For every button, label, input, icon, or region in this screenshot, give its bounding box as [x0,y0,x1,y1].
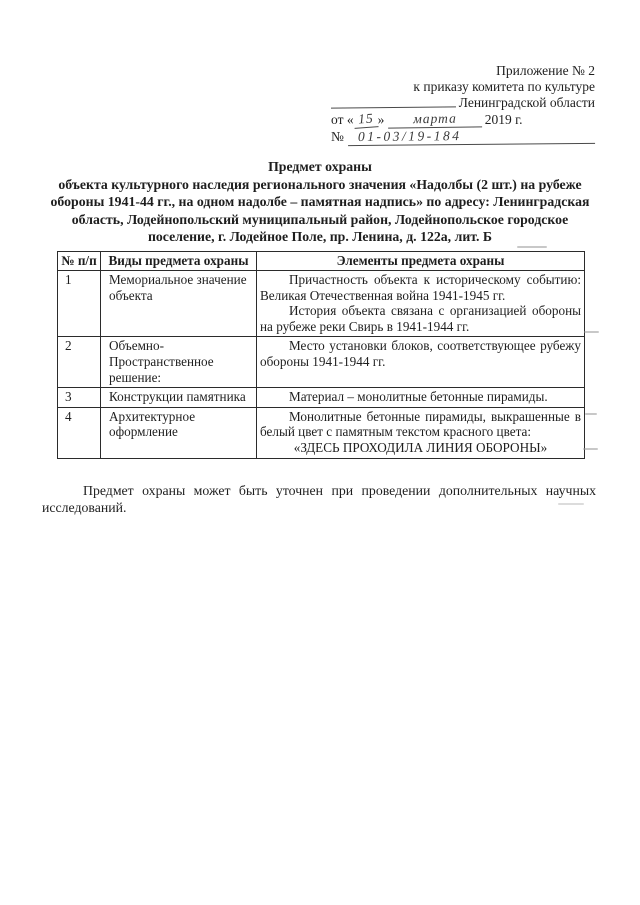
column-header-elements: Элементы предмета охраны [257,251,585,271]
row-type: Объемно-Пространственное решение: [101,337,257,388]
row-type: Архитектурное оформление [101,407,257,458]
element-paragraph: Монолитные бетонные пирамиды, выкрашенные в белый цвет с памятным текстом красного цвета: [260,408,581,440]
appendix-line: Приложение № 2 [496,63,595,78]
table-row [58,388,585,408]
title-block [0,158,640,246]
row-number: 1 [58,271,101,337]
table-header-row [58,251,585,271]
document-number-line [331,128,595,145]
scan-artifact [585,413,597,415]
element-paragraph: Место установки блоков, соответствующее рубежу обороны 1941-1944 гг. [260,338,581,370]
order-line: к приказу комитета по культуре [413,79,595,94]
table-row [58,337,585,388]
column-header-types: Виды предмета охраны [101,251,257,271]
date-prefix: от « [331,112,354,127]
document-subtitle: объекта культурного наследия регионального значения «Надолбы (2 шт.) на рубеже обороны 1941-44 гг., на одном надолбе – памятная надпись» по адресу: Ленинградская область, Лодейнопольский муниципальный район, Лодейнопольское городское поселение, г. Лодейное Поле, пр. Ленина, д. 122а, лит. Б [50,176,590,244]
row-elements [257,337,585,388]
column-header-number: № п/п [58,251,101,271]
row-type: Конструкции памятника [101,388,257,408]
scan-artifact [584,331,599,333]
row-number: 3 [58,388,101,408]
region-line [331,95,595,111]
table-row [58,271,585,337]
element-paragraph: Материал – монолитные бетонные пирамиды. [289,389,548,405]
handwritten-day: 15 [353,110,378,129]
date-close-quote: » [377,112,385,127]
row-elements [257,407,585,458]
blank-fill-line [331,106,456,108]
number-label: № [331,129,344,144]
date-year: 2019 г. [484,112,523,127]
document-title: Предмет охраны [268,159,372,174]
memorial-inscription-quote: «ЗДЕСЬ ПРОХОДИЛА ЛИНИЯ ОБОРОНЫ» [293,440,548,456]
protection-subject-table [57,251,585,459]
scan-artifact [583,448,598,450]
row-type: Мемориальное значение объекта [101,271,257,337]
row-elements [257,271,585,337]
row-number: 2 [58,337,101,388]
row-number: 4 [58,407,101,458]
handwritten-month: марта [388,110,482,128]
region-text: Ленинградской области [458,95,595,110]
date-line [331,111,595,128]
scan-artifact [517,246,547,248]
row-elements [257,388,585,408]
element-paragraph: Причастность объекта к историческому событию: Великая Отечественная война 1941-1945 гг. [260,272,581,303]
closing-paragraph: Предмет охраны может быть уточнен при проведении дополнительных научных исследований. [42,482,596,516]
table-row [58,407,585,458]
letterhead [331,63,595,145]
scan-artifact [558,503,584,505]
element-paragraph: История объекта связана с организацией обороны на рубеже реки Свирь в 1941-1944 гг. [260,303,581,334]
handwritten-document-number: 01-03/19-184 [348,127,595,146]
